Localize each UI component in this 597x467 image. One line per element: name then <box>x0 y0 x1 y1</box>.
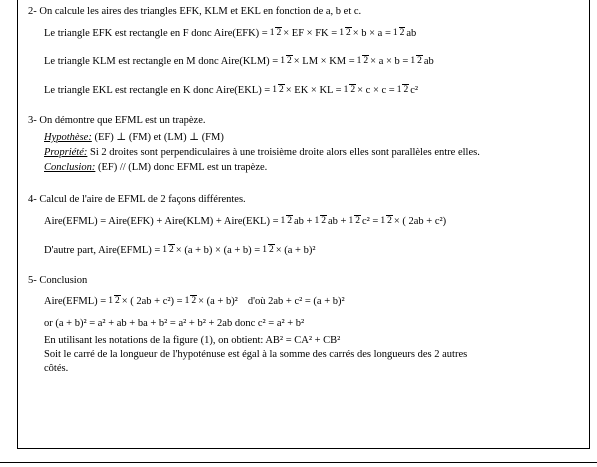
formula-efk <box>44 20 416 46</box>
efk-prefix: Le triangle EFK est rectangle en F donc Aire(EFK) = <box>44 27 268 39</box>
fraction: 1 2 <box>162 245 174 255</box>
ekl-m1: × EK × KL = <box>285 84 342 96</box>
formula-area-sum <box>44 208 446 234</box>
section-4-heading: 4- Calcul de l'aire de EFML de 2 façons différentes. <box>28 194 246 205</box>
pythagoras-line: En utilisant les notations de la figure (1), on obtient: AB² = CA² + CB² <box>44 335 341 346</box>
klm-m1: × LM × KM = <box>293 55 355 67</box>
fraction: 1 2 <box>339 28 351 38</box>
klm-prefix: Le triangle KLM est rectangle en M donc Aire(KLM) = <box>44 55 279 67</box>
conclusion-label: Conclusion: <box>44 162 96 173</box>
fraction: 1 2 <box>348 216 360 226</box>
klm-m3: ab <box>423 55 434 67</box>
area-sum-prefix: Aire(EFML) = Aire(EFK) + Aire(KLM) + Aire(EKL) = <box>44 215 279 227</box>
property-label: Propriété: <box>44 147 88 158</box>
fraction: 1 2 <box>410 56 422 66</box>
section-3-heading: 3- On démontre que EFML est un trapèze. <box>28 115 206 126</box>
fraction: 1 2 <box>314 216 326 226</box>
fraction: 1 2 <box>262 245 274 255</box>
bottom-rule <box>0 462 597 463</box>
area-sum-m1: ab + <box>294 215 313 227</box>
hypothesis-line <box>44 131 224 144</box>
efk-m3: ab <box>406 27 417 39</box>
statement-line-end: côtés. <box>44 363 69 374</box>
efk-m1: × EF × FK = <box>283 27 338 39</box>
area-trap-m2: × (a + b)² <box>275 244 316 256</box>
concl-m2: × (a + b)² <box>198 295 238 307</box>
property-line <box>44 146 480 159</box>
section-5-heading: 5- Conclusion <box>28 275 88 286</box>
section-2-heading: 2- On calcule les aires des triangles EFK, KLM et EKL en fonction de a, b et c. <box>28 6 362 17</box>
formula-area-trapezoid <box>44 237 315 263</box>
fraction: 1 2 <box>269 28 282 38</box>
fraction: 1 2 <box>280 56 292 66</box>
concl-prefix: Aire(EFML) = <box>44 295 107 307</box>
formula-ekl <box>44 77 418 103</box>
fraction: 1 2 <box>272 85 284 95</box>
expansion-line: or (a + b)² = a² + ab + ba + b² = a² + b² + 2ab donc c² = a² + b² <box>44 318 305 329</box>
concl-m1: × ( 2ab + c²) = <box>121 295 183 307</box>
ekl-prefix: Le triangle EKL est rectangle en K donc Aire(EKL) = <box>44 84 271 96</box>
hypothesis-text: (EF) ⊥ (FM) et (LM) ⊥ (FM) <box>91 132 224 143</box>
conclusion-text: (EF) // (LM) donc EFML est un trapèze. <box>95 162 268 173</box>
klm-m2: × a × b = <box>370 55 409 67</box>
formula-klm <box>44 48 434 74</box>
efk-m2: × b × a = <box>352 27 391 39</box>
area-sum-m3: c² = <box>361 215 379 227</box>
ekl-m3: c² <box>410 84 419 96</box>
formula-conclusion <box>44 288 345 314</box>
fraction: 1 2 <box>396 85 409 95</box>
area-trap-m1: × (a + b) × (a + b) = <box>175 244 261 256</box>
fraction: 1 2 <box>108 296 120 306</box>
property-text: Si 2 droites sont perpendiculaires à une troisième droite alors elles sont parallèles entre elles. <box>87 147 480 158</box>
fraction: 1 2 <box>392 28 405 38</box>
conclusion-line <box>44 161 267 174</box>
hypothesis-label: Hypothèse: <box>44 132 92 143</box>
area-trap-prefix: D'autre part, Aire(EFML) = <box>44 244 161 256</box>
concl-m3: d'où 2ab + c² = (a + b)² <box>247 295 345 307</box>
fraction: 1 2 <box>380 216 392 226</box>
fraction: 1 2 <box>184 296 197 306</box>
area-sum-m2: ab + <box>327 215 347 227</box>
area-sum-m4: × ( 2ab + c²) <box>393 215 447 227</box>
fraction: 1 2 <box>280 216 293 226</box>
fraction: 1 2 <box>343 85 356 95</box>
ekl-m2: × c × c = <box>357 84 395 96</box>
fraction: 1 2 <box>356 56 369 66</box>
statement-line: Soit le carré de la longueur de l'hypoténuse est égal à la somme des carrés des longueurs des 2 autres <box>44 349 468 360</box>
